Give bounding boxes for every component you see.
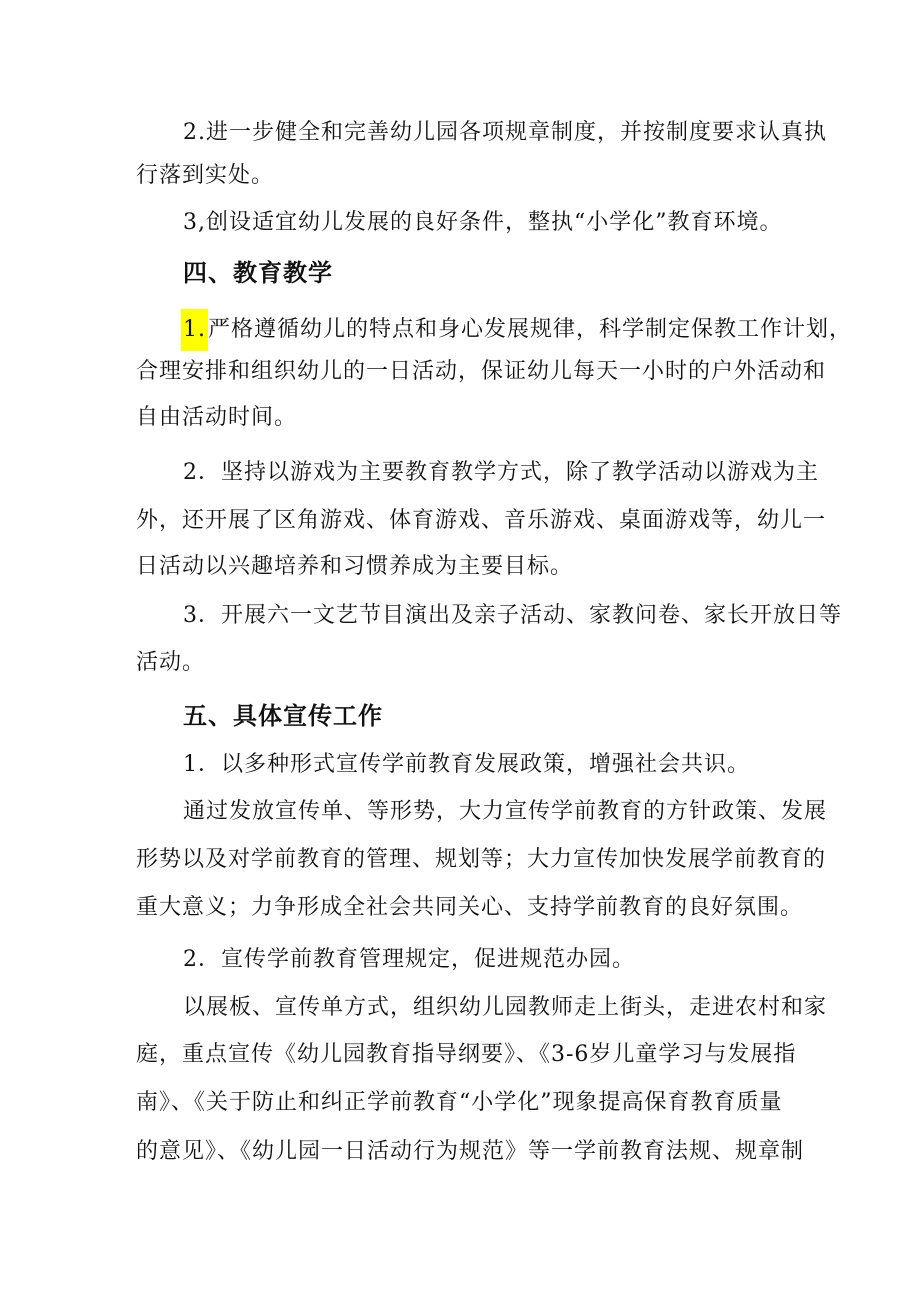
paragraph-line: 通过发放宣传单、等形势，大力宣传学前教育的方针政策、发展: [183, 799, 828, 824]
paragraph-line: 南》、《关于防止和纠正学前教育“小学化”现象提高保育教育质量: [136, 1090, 783, 1115]
paragraph-line: 合理安排和组织幼儿的一日活动，保证幼儿每天一小时的户外活动和: [136, 359, 827, 384]
paragraph-line: 的意见》、《幼儿园一日活动行为规范》等一学前教育法规、规章制: [136, 1139, 805, 1164]
paragraph-text: 严格遵循幼儿的特点和身心发展规律，科学制定保教工作计划，: [208, 317, 853, 342]
paragraph-line: 日活动以兴趣培养和习惯养成为主要目标。: [136, 554, 574, 579]
paragraph-line: 2.进一步健全和完善幼儿园各项规章制度，并按制度要求认真执: [183, 120, 827, 145]
paragraph-line: 庭，重点宣传《幼儿园教育指导纲要》、《3-6岁儿童学习与发展指: [136, 1042, 797, 1067]
paragraph-line: 外，还开展了区角游戏、体育游戏、音乐游戏、桌面游戏等，幼儿一: [136, 508, 827, 533]
paragraph-line: 以展板、宣传单方式，组织幼儿园教师走上街头，走进农村和家: [183, 995, 828, 1020]
section-heading: 四、教育教学: [183, 259, 333, 287]
paragraph-line: 3,创设适宜幼儿发展的良好条件，整执“小学化”教育环境。: [183, 210, 783, 235]
paragraph-line: 2．坚持以游戏为主要教育教学方式，除了教学活动以游戏为主: [183, 460, 819, 485]
paragraph-line: 活动。: [136, 650, 206, 675]
paragraph-line: 2．宣传学前教育管理规定，促进规范办园。: [183, 947, 635, 972]
paragraph-line: 重大意义；力争形成全社会共同关心、支持学前教育的良好氛围。: [136, 895, 804, 920]
paragraph-line: 行落到实处。: [136, 163, 275, 188]
section-heading: 五、具体宣传工作: [183, 702, 383, 730]
paragraph-line: [183, 309, 852, 351]
paragraph-line: 1．以多种形式宣传学前教育发展政策，增强社会共识。: [183, 752, 750, 777]
paragraph-line: 3．开展六一文艺节目演出及亲子活动、家教问卷、家长开放日等: [183, 603, 842, 628]
highlighted-number: 1.: [181, 309, 208, 351]
paragraph-line: 自由活动时间。: [136, 405, 298, 430]
paragraph-line: 形势以及对学前教育的管理、规划等；大力宣传加快发展学前教育的: [136, 847, 827, 872]
